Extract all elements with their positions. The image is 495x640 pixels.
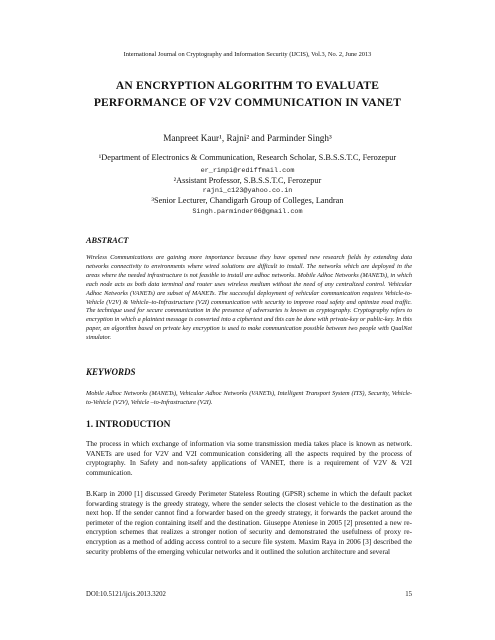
keywords-text: Mobile Adhoc Networks (MANETs), Vehicular Adhoc Networks (VANETs), Intelligent Transport System (ITS), Security, Vehicle-to-Vehicle (V2V), Vehicle –to-Infrastructure (V2I). <box>86 390 412 406</box>
page-number: 15 <box>405 591 412 598</box>
intro-paragraph-1: The process in which exchange of information via some transmission media takes place is known as network. VANETs are used for V2V and V2I communication considering all the aspects required by the process of cryptography. In Safety and non-safety applications of VANET, there is a requirement of V2V & V2I communication. <box>86 440 412 477</box>
affiliation-1: ¹Department of Electronics & Communication, Research Scholar, S.B.S.S.T.C, Ferozepur <box>98 153 397 162</box>
author-list: Manpreet Kaur¹, Rajni² and Parminder Singh³ <box>163 133 332 143</box>
affiliation-3: ³Senior Lecturer, Chandigarh Group of Colleges, Landran <box>151 196 344 205</box>
running-header: International Journal on Cryptography and Information Security (IJCIS), Vol.3, No. 2, June 2013 <box>123 51 372 58</box>
introduction-heading: 1. INTRODUCTION <box>86 420 171 430</box>
intro-paragraph-2: B.Karp in 2000 [1] discussed Greedy Perimeter Stateless Routing (GPSR) scheme in which the default packet forwarding strategy is the greedy strategy, where the sender selects the closest vehicle to the destination as the next hop. If the sender cannot find a forwarder based on the greedy strategy, it forwards the packet around the perimeter of the region containing itself and the destination. Giuseppe Ateniese in 2005 [2] presented a new re-encryption schemes that realizes a stronger notion of security and demonstrated the usefulness of proxy re-encryption as a method of adding access control to a secure file system. Maxim Raya in 2006 [3] described the security problems of the emerging vehicular networks and it outlined the solution architecture and several <box>86 490 412 556</box>
abstract-heading: ABSTRACT <box>86 236 129 245</box>
paper-title <box>40 78 455 112</box>
title-line-2: PERFORMANCE OF V2V COMMUNICATION IN VANET <box>93 97 402 109</box>
affiliation-2: ²Assistant Professor, S.B.S.S.T.C, Ferozepur <box>173 176 322 185</box>
email-1: er_rimpi@rediffmail.com <box>200 167 295 175</box>
keywords-heading: KEYWORDS <box>86 367 136 377</box>
title-line-1: AN ENCRYPTION ALGORITHM TO EVALUATE <box>115 80 380 92</box>
doi-footer: DOI:10.5121/ijcis.2013.3202 <box>86 591 166 598</box>
email-3: Singh.parminder06@gmail.com <box>192 208 303 216</box>
email-2: rajni_c123@yahoo.co.in <box>202 187 293 195</box>
abstract-text: Wireless Communications are gaining more importance because they have opened new research fields by extending data networks connectivity to environments where wired solutions are difficult to install. The networks which are deployed in the areas where the needed infrastructure is not feasible to install are adhoc networks. Mobile Adhoc Networks (MANETs), in which each node acts as both data terminal and router uses wireless medium without the need of any centralized control. Vehicular Adhoc Networks (VANETs) are subset of MANETs. The successful deployment of vehicular communication requires Vehicle-to-Vehicle (V2V) & Vehicle–to-Infrastructure (V2I) communication with security to improve road safety and optimize road traffic. The technique used for secure communication in the presence of adversaries is known as cryptography. Cryptography refers to encryption in which a plaintext message is converted into a ciphertext and this can be done with private-key or public-key. In this paper, an algorithm based on private key encryption is used to make communication possible between two people with QualNet simulator. <box>86 254 412 342</box>
